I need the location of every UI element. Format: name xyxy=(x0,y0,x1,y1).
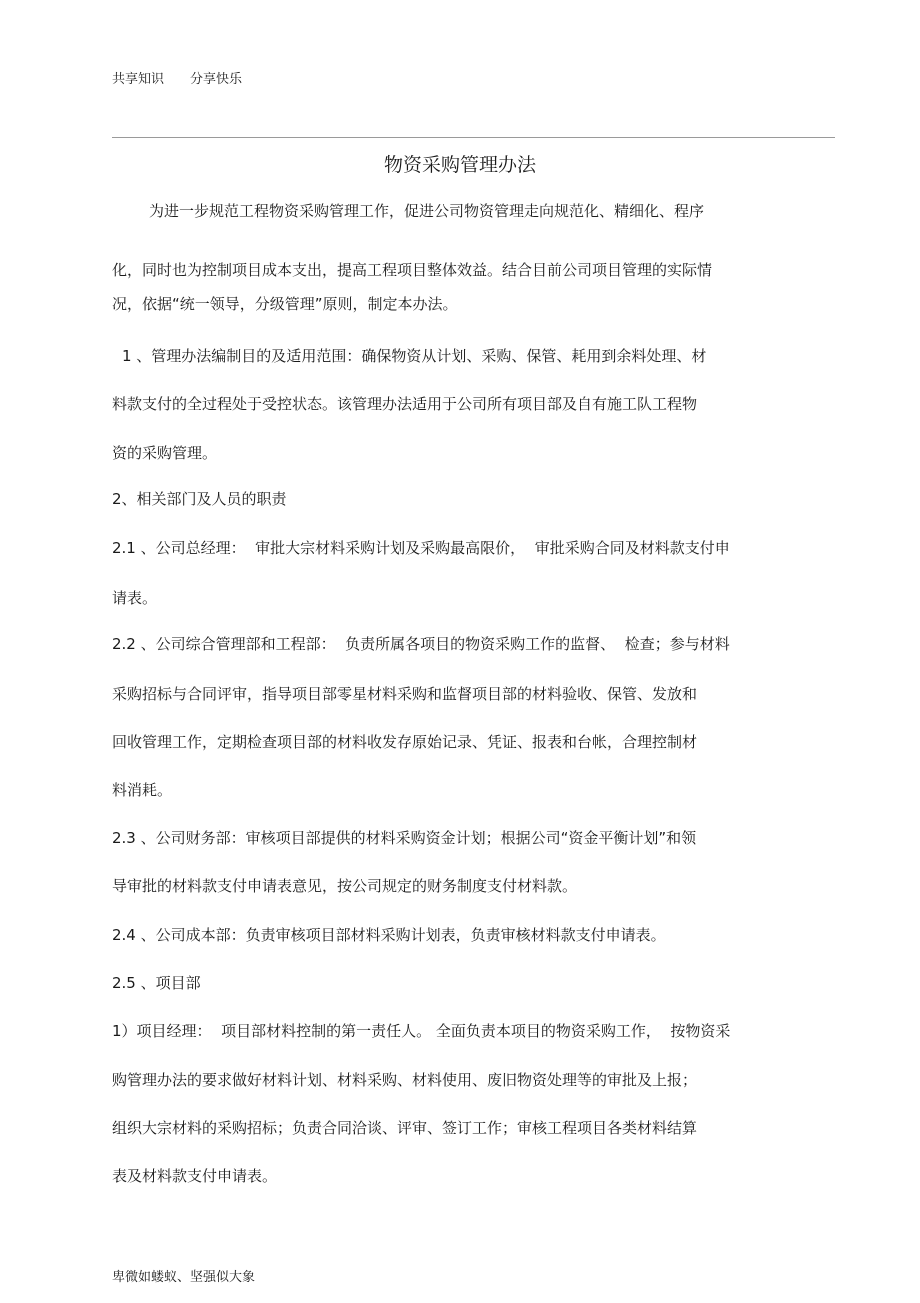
document-title: 物资采购管理办法 xyxy=(383,154,536,176)
paragraph-line: 2.3 、公司财务部：审核项目部提供的材料采购资金计划；根据公司“资金平衡计划”和领 xyxy=(112,829,697,847)
paragraph-line: 2.4 、公司成本部：负责审核项目部材料采购计划表，负责审核材料款支付申请表。 xyxy=(112,926,666,944)
section-heading: 2、相关部门及人员的职责 xyxy=(112,490,287,508)
paragraph-line: 1）项目经理： 项目部材料控制的第一责任人。 全面负责本项目的物资采购工作， 按物资采 xyxy=(112,1022,731,1040)
paragraph-line: 回收管理工作，定期检查项目部的材料收发存原始记录、凭证、报表和台帐，合理控制材 xyxy=(112,733,698,751)
paragraph-line: 况，依据“统一领导，分级管理”原则，制定本办法。 xyxy=(112,295,458,313)
paragraph-line: 化，同时也为控制项目成本支出，提高工程项目整体效益。结合目前公司项目管理的实际情 xyxy=(112,261,713,279)
paragraph-line: 料款支付的全过程处于受控状态。该管理办法适用于公司所有项目部及自有施工队工程物 xyxy=(112,395,698,413)
paragraph-line: 料消耗。 xyxy=(112,781,173,799)
paragraph-line: 2.2 、公司综合管理部和工程部： 负责所属各项目的物资采购工作的监督、 检查；参与材料 xyxy=(112,635,730,653)
paragraph-line: 组织大宗材料的采购招标；负责合同洽谈、评审、签订工作；审核工程项目各类材料结算 xyxy=(112,1119,698,1137)
paragraph-line: 购管理办法的要求做好材料计划、材料采购、材料使用、废旧物资处理等的审批及上报； xyxy=(112,1071,698,1089)
paragraph-line: 表及材料款支付申请表。 xyxy=(112,1167,278,1185)
page-footer: 卑微如蝼蚁、坚强似大象 xyxy=(112,1270,256,1285)
header-divider xyxy=(112,137,835,138)
paragraph-line: 请表。 xyxy=(112,589,158,607)
paragraph-line: 2.1 、公司总经理： 审批大宗材料采购计划及采购最高限价， 审批采购合同及材料款支付申 xyxy=(112,539,730,557)
paragraph-line: 资的采购管理。 xyxy=(112,444,218,462)
section-heading: 2.5 、项目部 xyxy=(112,974,201,992)
paragraph-line: 为进一步规范工程物资采购管理工作，促进公司物资管理走向规范化、精细化、程序 xyxy=(149,202,705,220)
paragraph-line: 采购招标与合同评审，指导项目部零星材料采购和监督项目部的材料验收、保管、发放和 xyxy=(112,685,698,703)
paragraph-line: 导审批的材料款支付申请表意见，按公司规定的财务制度支付材料款。 xyxy=(112,877,578,895)
paragraph-line: 1 、管理办法编制目的及适用范围：确保物资从计划、采购、保管、耗用到余料处理、材 xyxy=(122,347,707,365)
page-header: 共享知识 分享快乐 xyxy=(112,72,243,87)
